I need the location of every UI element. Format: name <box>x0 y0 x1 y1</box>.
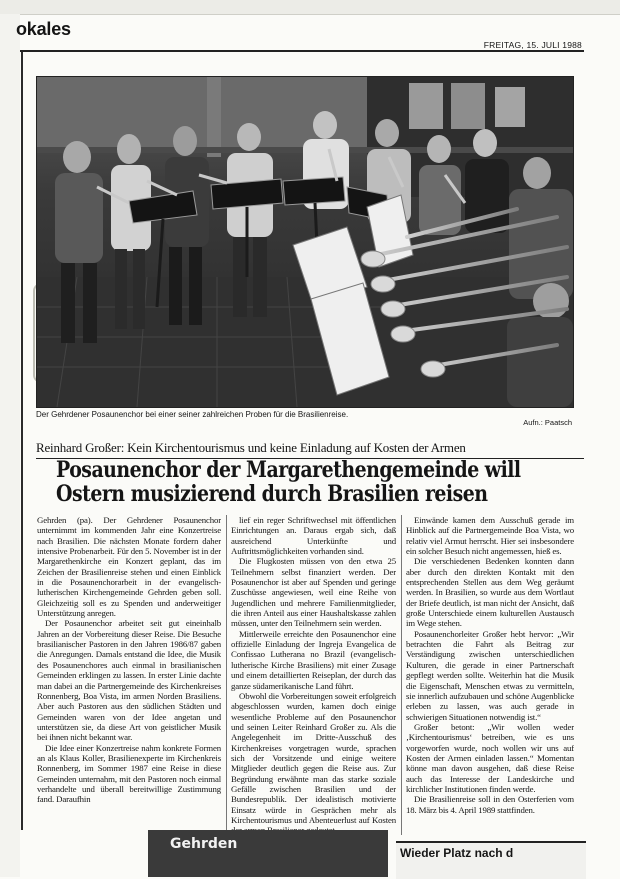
scan-left-margin <box>0 14 20 877</box>
header-rule <box>20 50 584 52</box>
paragraph: Die verschiedenen Bedenken konnten dann aber durch den direkten Kontakt mit den entsprechenden Stellen aus dem Weg geräumt werden. In Brasilien, so wurde aus dem Wortlaut der Briefe deutlich, ist man nicht der Ansicht, daß große Unterschiede einem kulturellen Austausch im Wege stehen. <box>406 556 574 629</box>
brass-choir-photo <box>37 77 573 407</box>
paragraph: Die Flugkosten müssen von den etwa 25 Teilnehmern selbst finanziert werden. Der Posaunenchor ist aber auf Spenden und geringe Zuschüsse angewiesen, weil eine Reihe von Jugendlichen und mehrere Familienmitglieder, die ihren Anteil aus einer Haushaltskasse zahlen müssen, unter den Teilnehmern sein werden. <box>231 556 396 629</box>
paragraph: lief ein reger Schriftwechsel mit öffentlichen Einrichtungen an. Daraus ergab sich, daß ausreichend Unterkünfte und Auftrittsmöglichkeiten vorhanden sind. <box>231 515 396 557</box>
paragraph: Einwände kamen dem Ausschuß gerade im Hinblick auf die Partnergemeinde Boa Vista, wo relativ viel Armut herrscht. Hier sei insbesondere ein solcher Besuch nicht angemessen, hieß es. <box>406 515 574 557</box>
paragraph: Obwohl die Vorbereitungen soweit erfolgreich abgeschlossen wurden, kamen doch einige wesentliche Probleme auf den Posaunenchor und seinen Leiter Reinhard Großer zu. Als die Angelegenheit im Dritte-Ausschuß des Kirchenkreises vorgetragen wurde, sprachen sich der Vorsitzende und einige weitere Mitglieder deutlich gegen die Reise aus. Zur Begründung erwähnte man das starke soziale Gefälle zwischen Brasilien und der Bundesrepublik. Der idealistisch motivierte Einsatz würde in Gesprächen mehr als Kirchentourismus und Abenteuerlust auf Kosten <box>231 690 396 825</box>
article-column-3 <box>406 515 574 845</box>
article-headline <box>56 457 521 507</box>
article-column-1 <box>37 515 221 845</box>
column-divider <box>226 515 227 840</box>
photo-credit: Aufn.: Paatsch <box>523 418 572 427</box>
next-article-title: Gehrden <box>170 836 238 852</box>
article-column-2 <box>231 515 396 837</box>
section-title: okales <box>16 19 71 39</box>
headline-line-1: Posaunenchor der Margarethengemeinde will <box>56 457 521 483</box>
headline-line-2: Ostern musizierend durch Brasilien reisen <box>56 481 488 507</box>
photo-caption: Der Gehrdener Posaunenchor bei einer seiner zahlreichen Proben für die Brasilienreise. <box>36 410 349 419</box>
next-article-headline: Wieder Platz nach d <box>400 846 514 860</box>
paragraph: Mittlerweile erreichte den Posaunenchor eine offizielle Einladung der Ingreja Evangelica de Confissao Lutherana no Brazil (evangelisch-lutherische Kirche Brasiliens) mit einer Zusage und einem detaillierten Reiseplan, der durch das ganze südamerikanische Land führt. <box>231 628 396 691</box>
paragraph: Posaunenchorleiter Großer hebt hervor: „Wir betrachten die Fahrt als Beitrag zur Verständigung zwischen unterschiedlichen Kulturen, die gerade in einer Partnerschaft gepflegt werden sollte. Weiterhin hat die Musik die Eigenschaft, Menschen etwas zu vermitteln, sie innerlich aufzubauen und schöne Augenblicke erleben zu lassen, was auch gerade in schwierigen Situationen notwendig ist.“ <box>406 628 574 722</box>
article-subhead: Reinhard Großer: Kein Kirchentourismus und keine Einladung auf Kosten der Armen <box>36 440 466 455</box>
paragraph: Gehrden (pa). Der Gehrdener Posaunenchor unternimmt im kommenden Jahr eine Konzertreise nach Brasilien. Die nächsten Monate fordern daher intensive Probenarbeit. Für den 5. November ist in der Margarethenkirche ein Konzert geplant, das im Zeichen der Brasilienreise stehen und einen Einblick in die Posaunenchorarbeit in der evangelisch-lutherischen Kirchengemeinde Gehrden geben soll. Gleichzeitig soll es zu Spenden und anderweitiger Unterstützung anregen. <box>37 515 221 619</box>
scan-top-edge <box>0 0 620 15</box>
column-divider <box>401 515 402 835</box>
paragraph: Der Posaunenchor arbeitet seit gut eineinhalb Jahren an der Vorbereitung dieser Reise. Die Besuche brasilianischer Pastoren in den Jahren 1986/87 gaben die Anregungen. Damals entstand die Idee, die Musik des Posaunenchores auch einmal in brasilianischen Gemeinden erklingen zu lassen. In erster Linie dachte man dabei an die Partnergemeinde des Kirchenkreises Ronnenberg, Boa Vista, im armen Norden Brasiliens. Aber auch Pastoren aus den südlichen Städten und Gemeinden waren von der Idee angetan und unterstützen sie, da diese Art von geistlicher Musik bei ihnen nicht bekannt war. <box>37 618 221 743</box>
left-column-rule <box>21 50 23 830</box>
paragraph: Großer betont: „Wir wollen weder ‚Kirchentourismus‘ betreiben, wie es uns vorgeworfen wurde, noch wollen wir uns auf Kosten der Armen einladen lassen.“ Momentan könne man davon ausgehen, daß diese Reise auch das Interesse der Landeskirche und kirchlicher Institutionen finden werde. <box>406 721 574 794</box>
issue-date: FREITAG, 15. JULI 1988 <box>483 40 582 50</box>
paragraph: Die Idee einer Konzertreise nahm konkrete Formen an als Klaus Koller, Brasilienexperte im Kirchenkreis Ronnenberg, im Sommer 1987 eine Reise in diese Gemeinden unternahm, mit den Pastoren noch einmal verhandelte und überall bereitwillige Zustimmung fand. Daraufhin <box>37 742 221 805</box>
paragraph: Die Brasilienreise soll in den Osterferien vom 18. März bis 4. April 1989 stattfinden. <box>406 794 574 815</box>
article-photo <box>36 76 574 408</box>
